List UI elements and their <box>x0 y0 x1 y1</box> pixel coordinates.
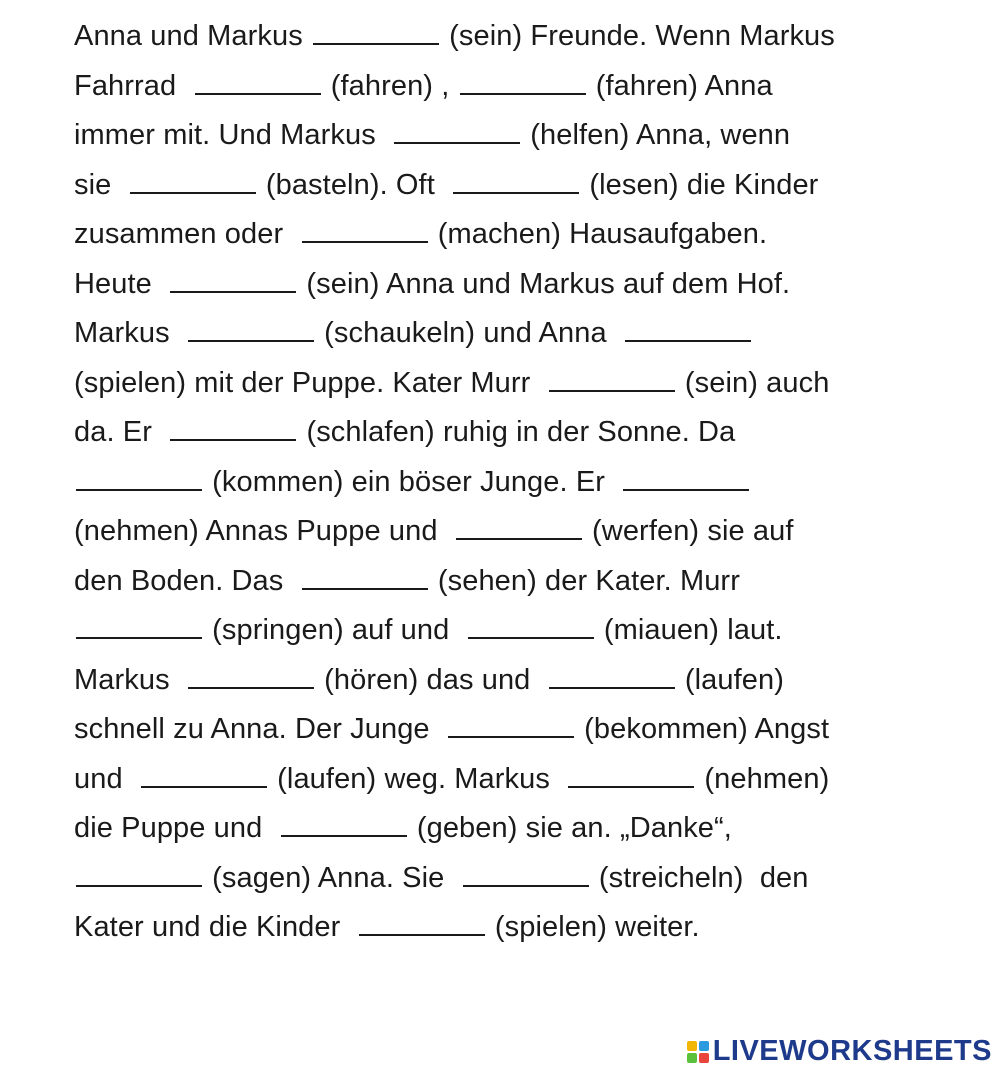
text-segment: (nehmen) <box>696 762 830 795</box>
text-segment: (spielen) mit der Puppe. Kater Murr <box>74 366 547 399</box>
text-segment: (spielen) weiter. <box>486 911 700 943</box>
text-line <box>74 260 974 310</box>
text-line <box>74 408 974 458</box>
text-line <box>74 804 974 854</box>
text-segment: (basteln). Oft <box>257 168 452 201</box>
text-line <box>74 854 974 904</box>
answer-blank[interactable] <box>76 467 202 491</box>
answer-blank[interactable] <box>170 269 296 293</box>
text-segment: (bekommen) Angst <box>575 713 830 745</box>
text-segment: (springen) auf und <box>204 614 466 646</box>
answer-blank[interactable] <box>76 863 202 887</box>
answer-blank[interactable] <box>188 665 314 689</box>
answer-blank[interactable] <box>549 368 675 392</box>
logo-square <box>699 1041 709 1051</box>
text-segment: schnell zu Anna. Der Junge <box>74 713 446 745</box>
text-segment: zusammen oder <box>74 218 300 250</box>
text-segment: (miauen) laut. <box>595 614 783 646</box>
text-segment: (sein) auch <box>676 366 830 399</box>
text-segment: (helfen) Anna, wenn <box>522 119 791 151</box>
text-segment: (fahren) Anna <box>587 69 773 102</box>
answer-blank[interactable] <box>568 764 694 788</box>
text-segment: (lesen) die Kinder <box>581 168 819 201</box>
answer-blank[interactable] <box>195 71 321 95</box>
text-line <box>74 705 974 755</box>
text-line <box>74 111 974 161</box>
answer-blank[interactable] <box>170 417 296 441</box>
answer-blank[interactable] <box>394 120 520 144</box>
text-line <box>74 12 974 62</box>
answer-blank[interactable] <box>453 170 579 194</box>
answer-blank[interactable] <box>130 170 256 194</box>
text-line <box>74 557 974 607</box>
answer-blank[interactable] <box>313 21 439 45</box>
text-segment: Markus <box>74 317 186 349</box>
text-segment: Fahrrad <box>74 69 193 102</box>
liveworksheets-logo-icon <box>687 1041 709 1063</box>
liveworksheets-footer <box>687 1035 992 1068</box>
answer-blank[interactable] <box>456 516 582 540</box>
text-segment: Anna und Markus <box>74 20 311 52</box>
text-segment: und <box>74 762 139 795</box>
text-segment: (fahren) , <box>322 69 458 102</box>
text-segment: (sagen) Anna. Sie <box>204 861 461 894</box>
text-segment: (sein) Freunde. Wenn Markus <box>440 20 835 52</box>
text-line <box>74 309 974 359</box>
answer-blank[interactable] <box>188 318 314 342</box>
text-line <box>74 903 974 953</box>
text-segment: (laufen) <box>676 663 785 696</box>
text-line <box>74 606 974 656</box>
answer-blank[interactable] <box>623 467 749 491</box>
text-line <box>74 62 974 112</box>
text-segment: die Puppe und <box>74 812 279 844</box>
text-segment: (streicheln) den <box>590 861 809 894</box>
text-segment: (sein) Anna und Markus auf dem Hof. <box>298 267 791 300</box>
worksheet-text <box>74 12 974 953</box>
text-segment: (werfen) sie auf <box>583 515 794 547</box>
text-segment: Kater und die Kinder <box>74 911 357 943</box>
text-segment: Markus <box>74 663 186 696</box>
text-line <box>74 656 974 706</box>
text-segment: (hören) das und <box>316 663 547 696</box>
text-segment: (machen) Hausaufgaben. <box>429 218 768 250</box>
answer-blank[interactable] <box>141 764 267 788</box>
text-segment: (schaukeln) und Anna <box>316 317 623 349</box>
text-segment: immer mit. Und Markus <box>74 119 393 151</box>
brand-name: LIVEWORKSHEETS <box>712 1035 992 1067</box>
text-segment: den Boden. Das <box>74 564 300 597</box>
text-segment: (kommen) ein böser Junge. Er <box>204 465 622 498</box>
answer-blank[interactable] <box>302 566 428 590</box>
text-segment: (schlafen) ruhig in der Sonne. Da <box>298 416 736 448</box>
text-line <box>74 755 974 805</box>
logo-square <box>687 1041 697 1051</box>
text-line <box>74 359 974 409</box>
logo-square <box>699 1053 709 1063</box>
text-line <box>74 458 974 508</box>
answer-blank[interactable] <box>448 714 574 738</box>
answer-blank[interactable] <box>463 863 589 887</box>
logo-square <box>687 1053 697 1063</box>
text-line <box>74 210 974 260</box>
text-segment: (sehen) der Kater. Murr <box>429 564 740 597</box>
answer-blank[interactable] <box>549 665 675 689</box>
text-segment: Heute <box>74 267 169 300</box>
text-segment: (nehmen) Annas Puppe und <box>74 515 454 547</box>
answer-blank[interactable] <box>359 912 485 936</box>
text-segment: sie <box>74 168 128 201</box>
text-line <box>74 161 974 211</box>
answer-blank[interactable] <box>625 318 751 342</box>
answer-blank[interactable] <box>302 219 428 243</box>
answer-blank[interactable] <box>468 615 594 639</box>
text-line <box>74 507 974 557</box>
answer-blank[interactable] <box>76 615 202 639</box>
text-segment: (geben) sie an. „Danke“, <box>408 812 732 844</box>
answer-blank[interactable] <box>281 813 407 837</box>
text-segment: (laufen) weg. Markus <box>269 762 567 795</box>
text-segment: da. Er <box>74 416 169 448</box>
answer-blank[interactable] <box>460 71 586 95</box>
